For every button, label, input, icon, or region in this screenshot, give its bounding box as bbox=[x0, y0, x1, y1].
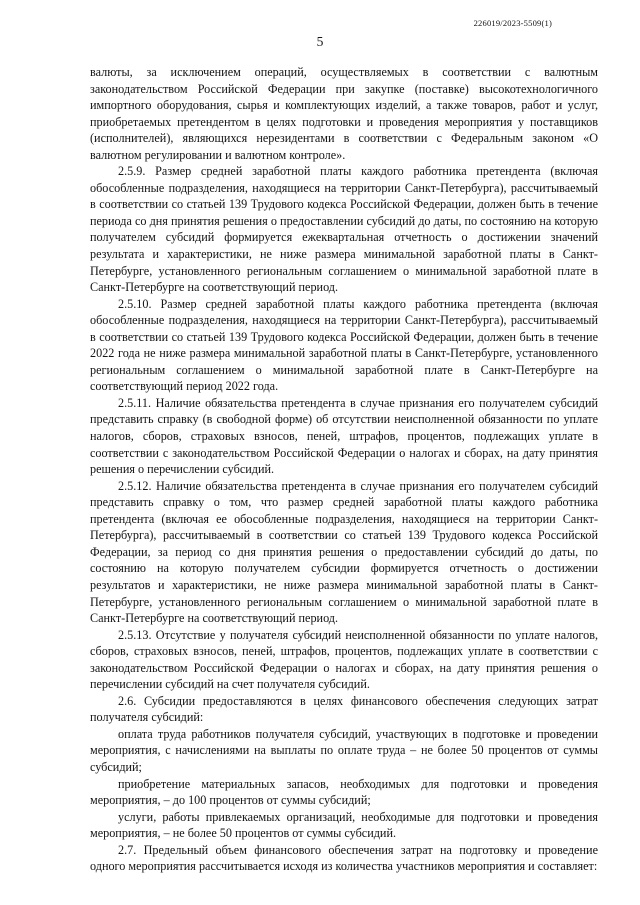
paragraph-2-5-11: 2.5.11. Наличие обязательства претендента в случае признания его получателем субсидий представить справку (в свободной форме) об отсутствии неисполненной обязанности по уплате налогов, сборов, страховых взносов, пеней, штрафов, процентов, подлежащих уплате в соответствии с законодательством Российской Федерации о налогах и сборах, на дату принятия решения о перечислении субсидий. bbox=[90, 395, 598, 477]
page-number: 5 bbox=[316, 34, 324, 49]
list-item-services: услуги, работы привлекаемых организаций, необходимые для подготовки и проведения мероприятия, – не более 50 процентов от суммы субсидий. bbox=[90, 809, 598, 841]
paragraph-2-5-10: 2.5.10. Размер средней заработной платы каждого работника претендента (включая обособленные подразделения, находящиеся на территории Санкт-Петербурга), рассчитываемый в соответствии со статьей 139 Трудового кодекса Российской Федерации, должен быть в течение 2022 года не ниже размера минимальной заработной платы в Санкт-Петербурге, установленного региональным соглашением о минимальной заработной плате в Санкт-Петербурге на соответствующий период 2022 года. bbox=[90, 296, 598, 394]
document-body bbox=[90, 64, 598, 875]
paragraph-2-5-12: 2.5.12. Наличие обязательства претендента в случае признания его получателем субсидий представить справку о том, что размер средней заработной платы каждого работника претендента (включая ее обособленные подразделения, находящиеся на территории Санкт-Петербурга), рассчитываемый в соответствии со статьей 139 Трудового кодекса Российской Федерации, за период со дня принятия решения о предоставлении субсидий до даты, по состоянию на которую получателем субсидии формируется отчетность о достижении результатов и характеристики, не ниже размера минимальной заработной платы в Санкт-Петербурге, установленного региональным соглашением о минимальной заработной плате в Санкт-Петербурге на соответствующий период. bbox=[90, 478, 598, 626]
paragraph-2-5-13: 2.5.13. Отсутствие у получателя субсидий неисполненной обязанности по уплате налогов, сборов, страховых взносов, пеней, штрафов, процентов, подлежащих уплате в соответствии с законодательством Российской Федерации о налогах и сборах, на дату принятия решения о перечислении субсидий на счет получателя субсидий. bbox=[90, 627, 598, 692]
list-item-materials: приобретение материальных запасов, необходимых для подготовки и проведения мероприятия, – до 100 процентов от суммы субсидий; bbox=[90, 776, 598, 808]
paragraph-2-5-9: 2.5.9. Размер средней заработной платы каждого работника претендента (включая обособленные подразделения, находящиеся на территории Санкт-Петербурга), рассчитываемый в соответствии со статьей 139 Трудового кодекса Российской Федерации, должен быть в течение периода со дня принятия решения о предоставлении субсидий до даты, по состоянию на которую получателем субсидий формируется ежеквартальная отчетность о достижении значений результата и характеристики, не ниже размера минимальной заработной платы в Санкт-Петербурге, установленного региональным соглашением о минимальной заработной плате в Санкт-Петербурге на соответствующий период. bbox=[90, 164, 598, 295]
list-item-labor-costs: оплата труда работников получателя субсидий, участвующих в подготовке и проведении мероприятия, с начислениями на выплаты по оплате труда – не более 50 процентов от суммы субсидий; bbox=[90, 726, 598, 774]
paragraph-2-6: 2.6. Субсидии предоставляются в целях финансового обеспечения следующих затрат получателя субсидий: bbox=[90, 693, 598, 725]
document-registration-number: 226019/2023-5509(1) bbox=[473, 18, 552, 28]
paragraph-2-7: 2.7. Предельный объем финансового обеспечения затрат на подготовку и проведение одного мероприятия рассчитывается исходя из количества участников мероприятия и составляет: bbox=[90, 842, 598, 874]
paragraph-continuation: валюты, за исключением операций, осуществляемых в соответствии с валютным законодательством Российской Федерации при закупке (поставке) высокотехнологичного импортного оборудования, сырья и комплектующих изделий, а также товаров, работ и услуг, приобретаемых претендентом в целях подготовки и проведения мероприятия у поставщиков (исполнителей), являющихся нерезидентами в соответствии с Федеральным законом «О валютном регулировании и валютном контроле». bbox=[90, 65, 598, 162]
